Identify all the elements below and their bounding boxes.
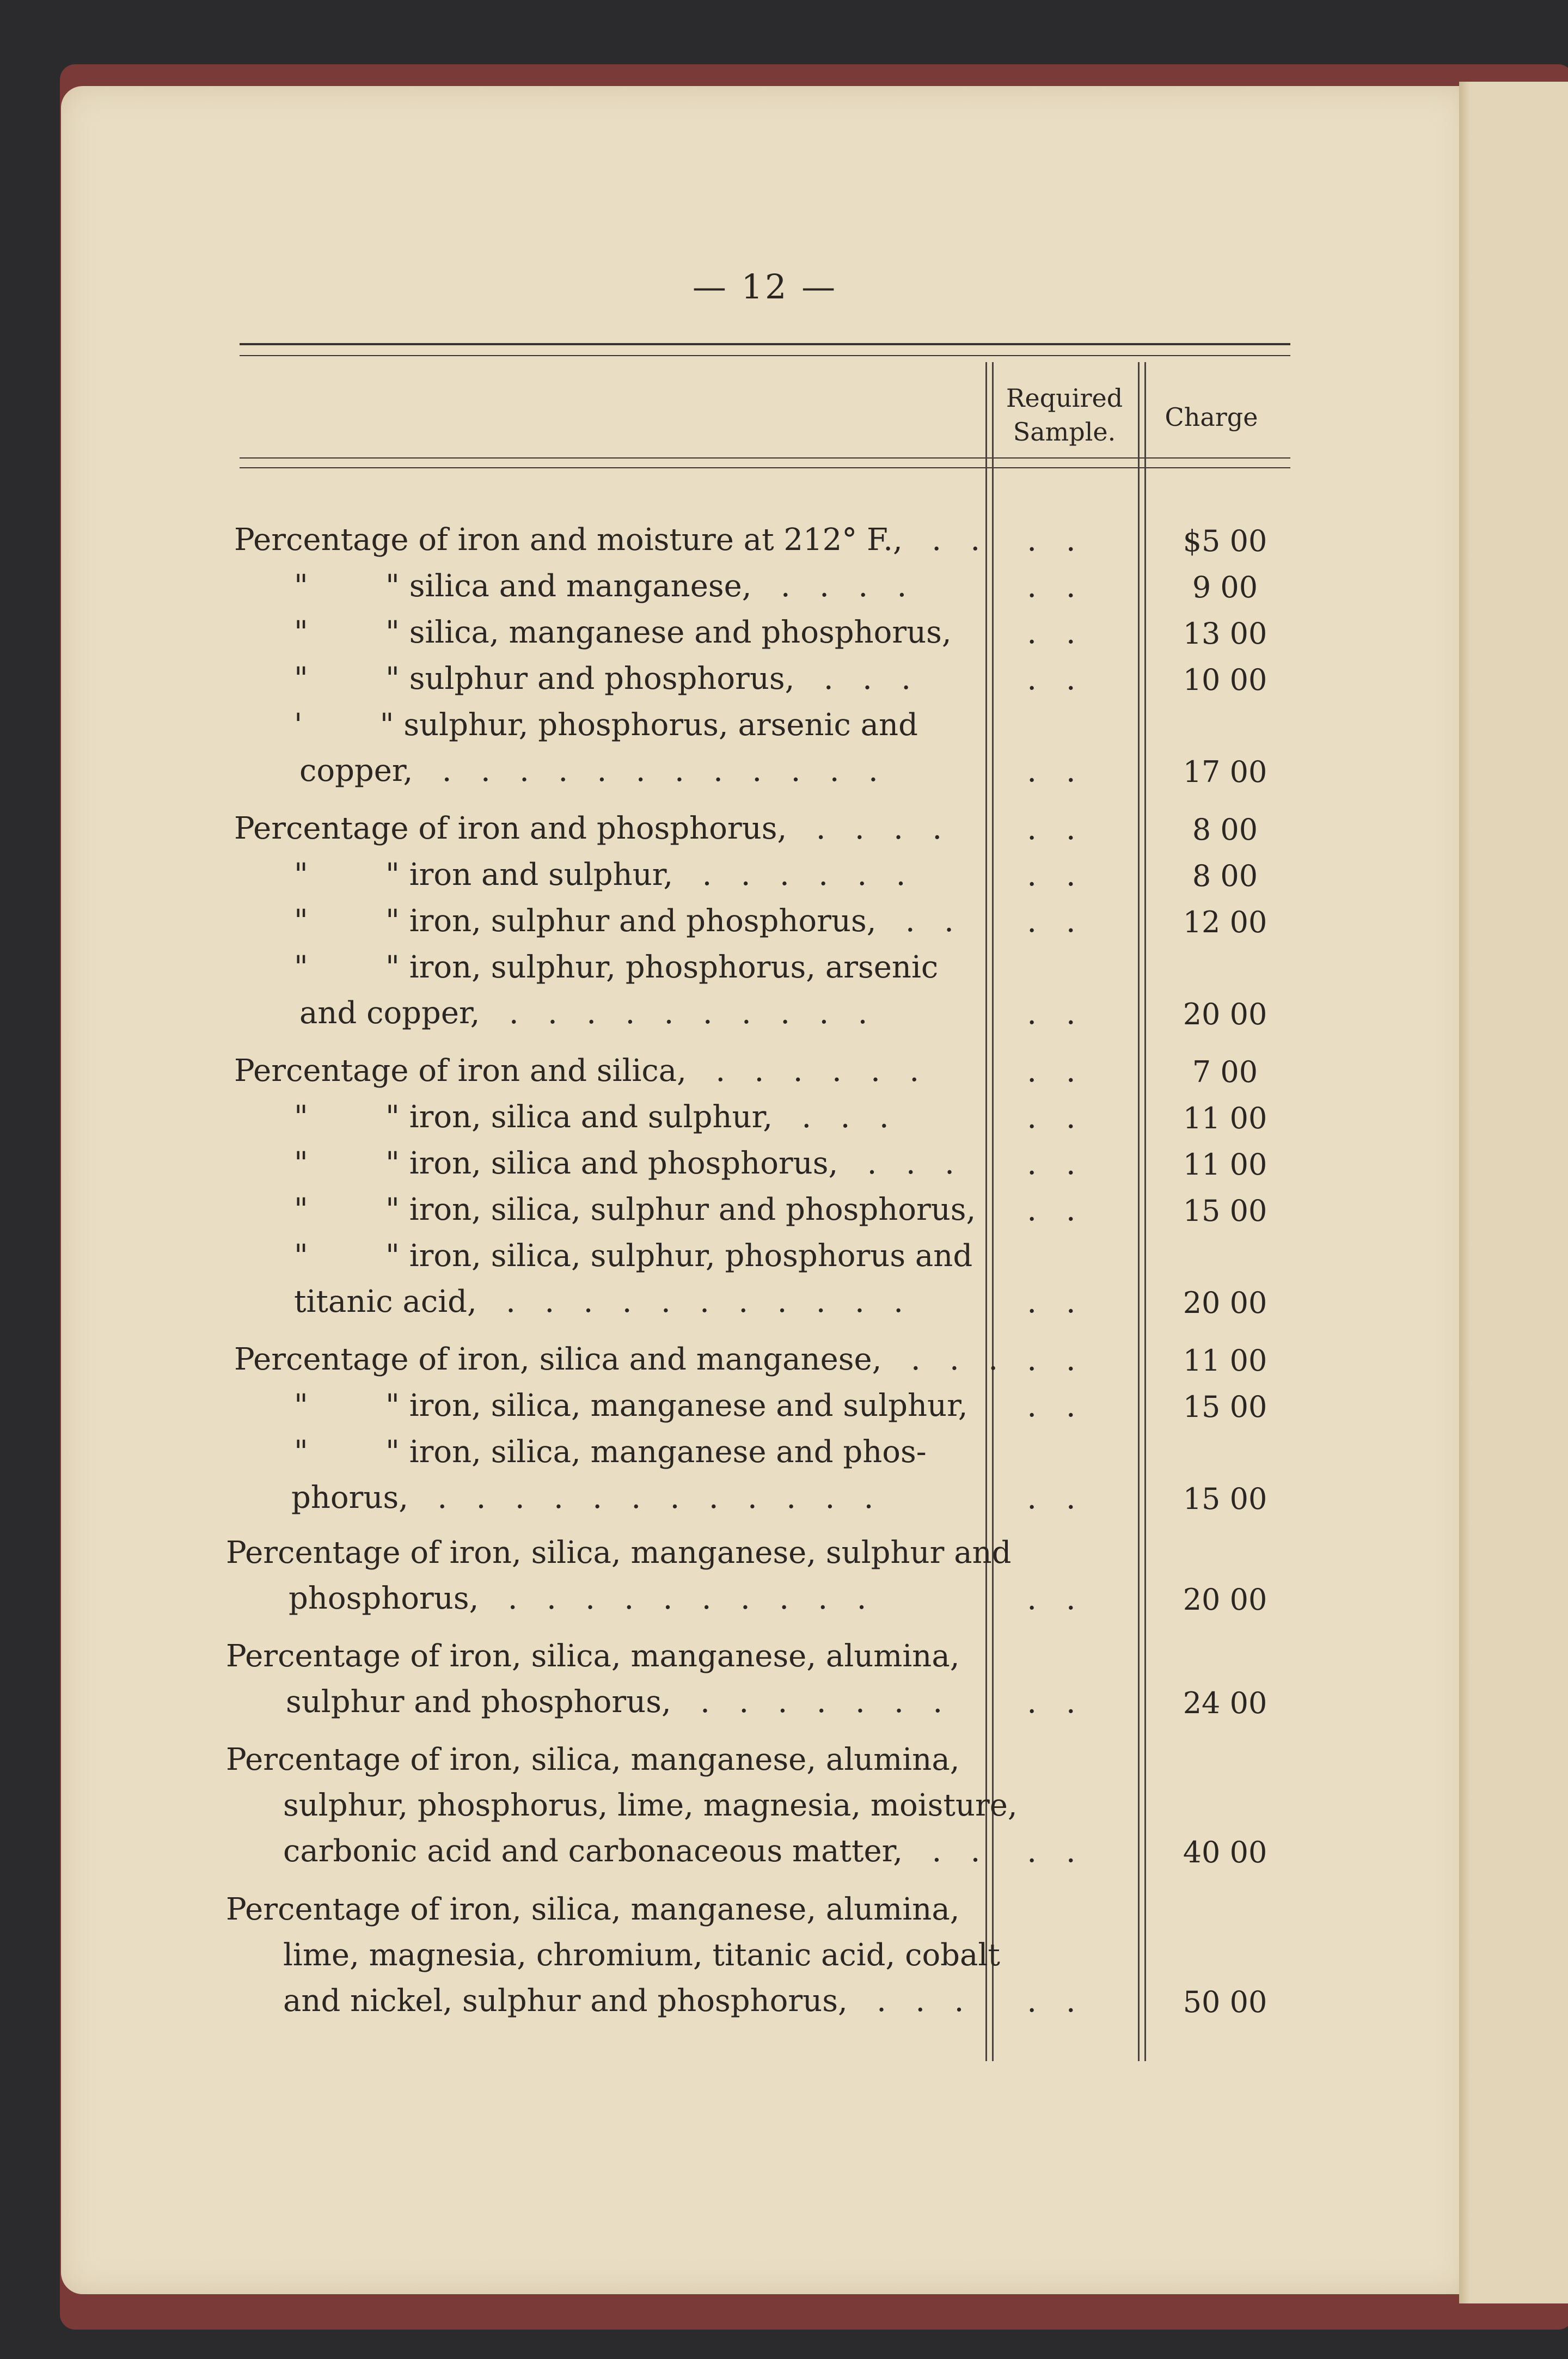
row-description-continuation: and nickel, sulphur and phosphorus, . . . — [283, 1983, 964, 2019]
row-description-continuation: copper, . . . . . . . . . . . . — [299, 753, 878, 789]
row-charge: 11 00 — [1183, 1147, 1267, 1182]
row-required-sample: . . — [1027, 523, 1086, 558]
row-description: " " iron and sulphur, . . . . . . — [294, 857, 906, 893]
header-top-rule-2 — [240, 355, 1290, 356]
row-required-sample: . . — [1027, 1146, 1086, 1182]
row-charge: 10 00 — [1183, 663, 1267, 697]
row-charge: 20 00 — [1183, 997, 1267, 1031]
row-description-continuation: carbonic acid and carbonaceous matter, . . — [283, 1834, 981, 1869]
row-description-continuation: and copper, . . . . . . . . . . — [299, 995, 868, 1031]
row-description: " " iron, silica, manganese and phos- — [294, 1434, 927, 1470]
row-required-sample: . . — [1027, 1481, 1086, 1516]
row-charge: $5 00 — [1183, 524, 1267, 558]
row-charge: 20 00 — [1183, 1286, 1267, 1320]
page-number: — 12 — — [692, 267, 838, 307]
row-charge: 17 00 — [1183, 755, 1267, 789]
row-required-sample: . . — [1027, 662, 1086, 697]
row-required-sample: . . — [1027, 1834, 1086, 1869]
row-description: Percentage of iron, silica, manganese, alumina, — [226, 1892, 960, 1927]
header-charge: Charge — [1165, 402, 1258, 432]
row-charge: 50 00 — [1183, 1985, 1267, 2019]
row-description-continuation: sulphur, phosphorus, lime, magnesia, moisture, — [283, 1788, 1018, 1823]
row-required-sample: . . — [1027, 904, 1086, 939]
row-description: Percentage of iron, silica and manganese, . . . — [234, 1342, 999, 1377]
row-charge: 20 00 — [1183, 1582, 1267, 1617]
row-required-sample: . . — [1027, 569, 1086, 604]
row-required-sample: . . — [1027, 1581, 1086, 1617]
row-charge: 12 00 — [1183, 905, 1267, 939]
row-description: " " iron, silica and phosphorus, . . . — [294, 1146, 954, 1181]
header-top-rule-1 — [240, 343, 1290, 345]
row-charge: 13 00 — [1183, 616, 1267, 651]
row-charge: 8 00 — [1192, 859, 1258, 893]
row-description-continuation: phosphorus, . . . . . . . . . . — [289, 1581, 867, 1616]
row-description: " " iron, silica and sulphur, . . . — [294, 1099, 889, 1135]
row-charge: 7 00 — [1192, 1055, 1258, 1089]
row-required-sample: . . — [1027, 615, 1086, 651]
row-charge: 24 00 — [1183, 1686, 1267, 1720]
row-required-sample: . . — [1027, 996, 1086, 1031]
row-description: " " iron, silica, manganese and sulphur, — [294, 1388, 968, 1423]
header-required-sample — [988, 381, 1141, 449]
row-required-sample: . . — [1027, 858, 1086, 893]
row-description-continuation: titanic acid, . . . . . . . . . . . — [294, 1284, 903, 1319]
row-description: Percentage of iron, silica, manganese, alumina, — [226, 1639, 960, 1674]
row-description: Percentage of iron and moisture at 212° F., . . — [234, 522, 981, 558]
row-description: Percentage of iron and phosphorus, . . . . — [234, 811, 942, 846]
row-description: " " iron, sulphur, phosphorus, arsenic — [294, 950, 939, 985]
page-gutter — [1459, 82, 1470, 2303]
row-description: ' " sulphur, phosphorus, arsenic and — [294, 707, 918, 743]
row-description: " " silica, manganese and phosphorus, — [294, 615, 952, 650]
row-charge: 8 00 — [1192, 812, 1258, 847]
row-charge: 9 00 — [1192, 570, 1258, 604]
row-description: Percentage of iron, silica, manganese, alumina, — [226, 1742, 960, 1777]
row-description-continuation: sulphur and phosphorus, . . . . . . . — [286, 1684, 943, 1720]
row-required-sample: . . — [1027, 1100, 1086, 1135]
header-bottom-rule-2 — [240, 467, 1290, 468]
column-divider-charge-left-2 — [1144, 362, 1146, 2061]
row-charge: 11 00 — [1183, 1101, 1267, 1135]
row-charge: 15 00 — [1183, 1482, 1267, 1516]
row-charge: 40 00 — [1183, 1835, 1267, 1869]
row-required-sample: . . — [1027, 1285, 1086, 1320]
header-sample-line: Sample. — [1013, 417, 1116, 447]
row-description: Percentage of iron and silica, . . . . . . — [234, 1053, 920, 1089]
row-description-continuation: lime, magnesia, chromium, titanic acid, cobalt — [283, 1938, 1000, 1973]
header-bottom-rule-1 — [240, 457, 1290, 459]
row-required-sample: . . — [1027, 1342, 1086, 1378]
row-required-sample: . . — [1027, 1389, 1086, 1424]
row-description-continuation: phorus, . . . . . . . . . . . . — [291, 1480, 874, 1515]
row-description: " " iron, sulphur and phosphorus, . . — [294, 903, 954, 939]
row-required-sample: . . — [1027, 1984, 1086, 2019]
row-required-sample: . . — [1027, 754, 1086, 789]
row-description: " " silica and manganese, . . . . — [294, 569, 907, 604]
row-description: " " sulphur and phosphorus, . . . — [294, 661, 911, 696]
row-charge: 15 00 — [1183, 1390, 1267, 1424]
row-required-sample: . . — [1027, 1193, 1086, 1228]
row-required-sample: . . — [1027, 811, 1086, 847]
row-description: " " iron, silica, sulphur and phosphorus, — [294, 1192, 976, 1227]
header-required-line: Required — [1006, 383, 1123, 413]
facing-page-edge — [1470, 82, 1568, 2303]
row-charge: 11 00 — [1183, 1343, 1267, 1378]
row-required-sample: . . — [1027, 1685, 1086, 1720]
row-description: " " iron, silica, sulphur, phosphorus and — [294, 1238, 973, 1274]
row-required-sample: . . — [1027, 1054, 1086, 1089]
column-divider-charge-left — [1138, 362, 1140, 2061]
row-description: Percentage of iron, silica, manganese, sulphur and — [226, 1535, 1012, 1570]
row-charge: 15 00 — [1183, 1194, 1267, 1228]
